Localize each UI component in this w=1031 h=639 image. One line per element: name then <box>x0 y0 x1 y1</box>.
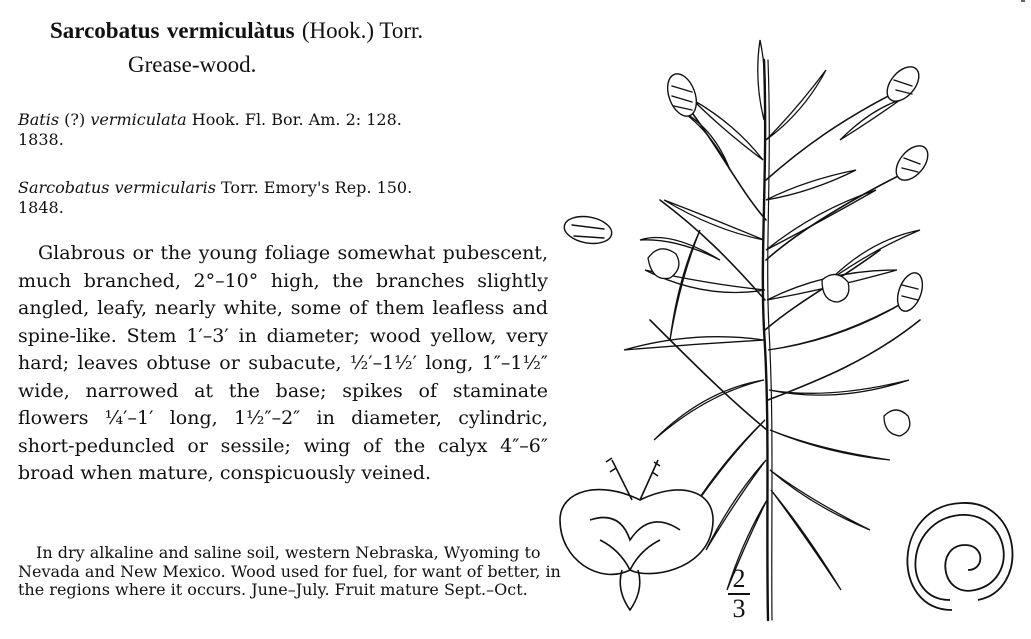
synonym-1-genus: Batis <box>18 110 60 129</box>
synonym-2-genus: Sarcobatus <box>18 178 110 197</box>
synonym-1-year: 1838. <box>18 130 64 149</box>
synonym-2-ref: Torr. Emory's Rep. 150. <box>221 178 413 197</box>
fruit-wing-illustration <box>560 458 713 610</box>
common-name: Grease-wood. <box>128 52 257 77</box>
species-epithet: vermiculàtus <box>166 18 295 43</box>
authority: (Hook.) Torr. <box>301 18 424 43</box>
synonym-1-epithet: vermiculata <box>90 110 187 129</box>
synonym-1-query: (?) <box>64 110 86 129</box>
coiled-embryo-illustration <box>907 503 1012 610</box>
habitat-paragraph: In dry alkaline and saline soil, western Nebraska, Wyoming to Nevada and New Mexico. Wood used for fuel, for want of better, in the regions where it occurs. June–July. Fruit mature Sept.–Oct. <box>18 543 561 599</box>
synonym-2-year: 1848. <box>18 198 64 217</box>
scale-numerator: 2 <box>732 564 746 593</box>
scale-denominator: 3 <box>732 594 746 623</box>
synonym-2-epithet: vermicularis <box>114 178 216 197</box>
synonym-1-ref: Hook. Fl. Bor. Am. 2: 128. <box>191 110 402 129</box>
description-paragraph: Glabrous or the young foliage somewhat pubescent, much branched, 2°–10° high, the branches slightly angled, leafy, nearly white, some of them leafless and spine-like. Stem 1′–3′ in diameter; wood yellow, very hard; leaves obtuse or subacute, ½′–1½′ long, 1″–1½″ wide, narrowed at the base; spikes of staminate flowers ¼′–1′ long, 1½″–2″ in diameter, cylindric, short-peduncled or sessile; wing of the calyx 4″–6″ broad when mature, conspicuously veined. <box>18 242 548 484</box>
genus-name: Sarcobatus <box>50 18 160 43</box>
